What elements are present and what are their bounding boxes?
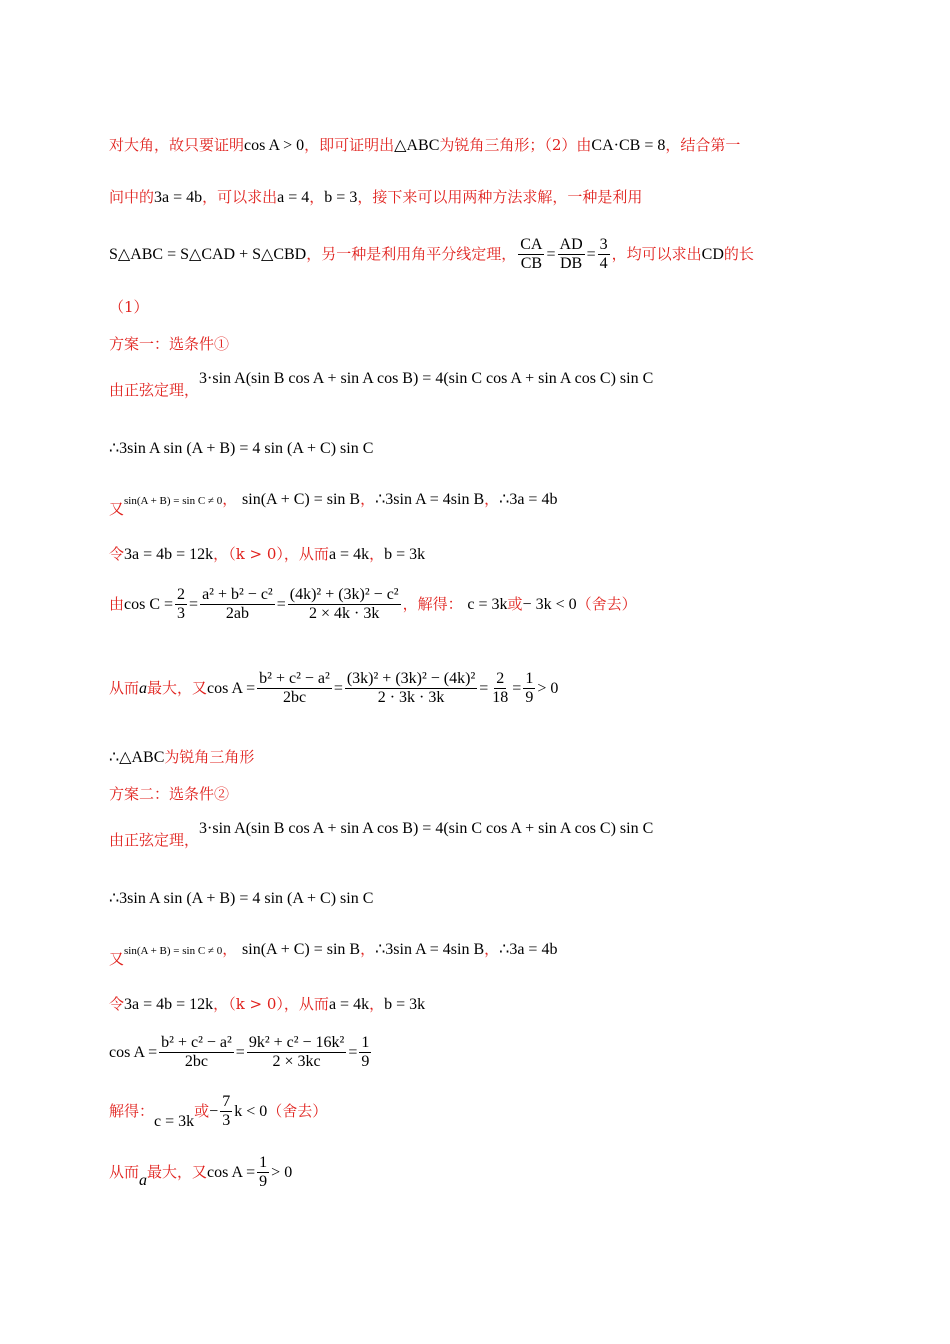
label-text: 令 (109, 545, 125, 563)
math-expr: CA·CB = 8 (591, 137, 666, 154)
label-text: （舍去） (267, 1101, 328, 1120)
fraction: $\frac{\text{9k² + c² − 16k²}}{2 \times 3kc}$ (248, 1034, 345, 1071)
intro-text: ，均可以求出 (611, 244, 702, 263)
intro-line-1 (109, 138, 740, 154)
label-text: （k > 0），从而 (228, 545, 329, 563)
label-text: 令 (109, 995, 125, 1013)
label-text: （舍去） (576, 594, 637, 613)
math-expr: cos A = (207, 679, 256, 697)
label-text: 由正弦定理， (109, 831, 200, 849)
math-expr: ∴3a = 4b (499, 491, 558, 508)
fraction: $\frac{AD}{DB}$ (559, 236, 583, 273)
math-expr: cos A > 0 (244, 137, 305, 154)
math-expr: 3·sin A(sin B cos A + sin A cos B) = 4(sin C cos A + sin A cos C) sin C (199, 370, 654, 387)
fraction: $\frac{1}{9}$ (259, 1154, 268, 1191)
plan2-eq3: 又sin(A + B) = sin C ≠ 0， sin(A + C) = sin B，∴3sin A = 4sin B，∴3a = 4b (109, 940, 558, 968)
plan1-cosa: 从而a最大，又cos A = $\frac{\text{b² + c² − a²}}{2bc}$ = $\frac{\text{(3k)² + (3k)² − (4k)²}}{2 \cdot 3k \cdot 3k}$ = $\frac{2}{18}$ = $\frac{1}{9}$ > 0 (109, 670, 559, 707)
label-text: 又 (109, 950, 125, 968)
math-expr: 3a = 4b = 12k (124, 996, 214, 1013)
plan2-solve: 解得：c = 3k或− $\frac{7}{3}$ k < 0（舍去） (109, 1093, 328, 1130)
fraction: $\frac{\text{b² + c² − a²}}{2bc}$ (161, 1034, 232, 1071)
intro-text: ，即可证明出 (304, 136, 395, 154)
math-expr: b = 3k (384, 996, 426, 1013)
fraction: $\frac{\text{(4k)² + (3k)² − c²}}{2 \times 4k \cdot 3k}$ (289, 586, 399, 623)
part-label: （1） (109, 298, 149, 316)
plan1-title: 方案一：选条件① (109, 335, 230, 353)
math-expr: k < 0 (234, 1102, 268, 1120)
label-text: 最大，又 (147, 1162, 208, 1181)
math-expr: sin(A + C) = sin B (242, 941, 361, 958)
label-text: （k > 0），从而 (228, 995, 329, 1013)
math-expr: b = 3k (384, 546, 426, 563)
math-expr: sin(A + B) = sin C ≠ 0 (124, 945, 223, 957)
plan2-eq2: ∴3sin A sin (A + B) = 4 sin (A + C) sin C (109, 890, 374, 907)
label-text: 又 (109, 500, 125, 518)
fraction: $\frac{CA}{CB}$ (520, 236, 543, 273)
math-expr: sin(A + C) = sin B (242, 491, 361, 508)
intro-text: ，可以求出 (202, 188, 278, 206)
label-text: 最大，又 (147, 678, 208, 697)
intro-text: 对大角，故只要证明 (109, 136, 245, 154)
math-expr: 3·sin A(sin B cos A + sin A cos B) = 4(sin C cos A + sin A cos C) sin C (199, 820, 654, 837)
intro-line-2 (109, 190, 642, 206)
label-text: 从而 (109, 1162, 140, 1181)
plan1-conclusion (109, 750, 254, 766)
math-expr: sin(A + B) = sin C ≠ 0 (124, 495, 223, 507)
plan1-sine-law (109, 370, 654, 399)
label-text: 由正弦定理， (109, 381, 200, 399)
fraction: $\frac{2}{3}$ (177, 586, 186, 623)
intro-text: ，另一种是利用角平分线定理， (306, 244, 517, 263)
math-expr: △ABC (394, 137, 440, 154)
label-text: ，解得： (402, 594, 463, 613)
math-expr: cos A = (109, 1043, 158, 1061)
fraction: $\frac{3}{4}$ (599, 236, 608, 273)
fraction: $\frac{\text{(3k)² + (3k)² − (4k)²}}{2 \cdot 3k \cdot 3k}$ (346, 670, 476, 707)
plan1-cosc: 由cos C = $\frac{2}{3}$ = $\frac{\text{a² + b² − c²}}{2ab}$ = $\frac{\text{(4k)² + (3k)² − c²}}{2 \times 4k \cdot 3k}$ ，解得： c = 3k或− 3k < 0（舍去） (109, 586, 637, 623)
math-expr: a = 4 (277, 189, 310, 206)
fraction: $\frac{\text{a² + b² − c²}}{2ab}$ (202, 586, 273, 623)
intro-text: ， (309, 188, 325, 206)
fraction: $\frac{7}{3}$ (222, 1093, 231, 1130)
math-expr: a (139, 1171, 148, 1189)
label-text: 从而 (109, 678, 140, 697)
math-expr: 3a = 4b (154, 189, 203, 206)
fraction: $\frac{1}{9}$ (525, 670, 534, 707)
math-expr: CD (701, 245, 724, 263)
math-expr: ∴3sin A = 4sin B (375, 491, 485, 508)
fraction: $\frac{\text{b² + c² − a²}}{2bc}$ (259, 670, 330, 707)
intro-text: 为锐角三角形；（2）由 (439, 136, 592, 154)
math-expr: S△ABC = S△CAD + S△CBD (109, 245, 307, 263)
fraction: $\frac{1}{9}$ (361, 1034, 370, 1071)
plan2-title: 方案二：选条件② (109, 785, 230, 803)
math-expr: 3a = 4b = 12k (124, 546, 214, 563)
plan1-eq4: 令3a = 4b = 12k，（k > 0），从而a = 4k，b = 3k (109, 545, 426, 563)
plan2-sine-law (109, 820, 654, 849)
fraction: $\frac{2}{18}$ (492, 670, 509, 707)
intro-text: 问中的 (109, 188, 155, 206)
math-expr: b = 3 (324, 189, 358, 206)
math-expr: a = 4k (328, 996, 370, 1013)
math-expr: − 3k < 0 (522, 595, 577, 613)
math-expr: ∴3a = 4b (499, 941, 558, 958)
math-expr: c = 3k (154, 1112, 195, 1130)
math-expr: a (139, 679, 148, 697)
label-text: 由 (109, 594, 125, 613)
plan2-eq4: 令3a = 4b = 12k，（k > 0），从而a = 4k，b = 3k (109, 995, 426, 1013)
math-expr: c = 3k (467, 595, 508, 613)
intro-line-3: S△ABC = S△CAD + S△CBD，另一种是利用角平分线定理， $\frac{CA}{CB}$ = $\frac{AD}{DB}$ = $\frac{3}{4}$ ，均可以求出CD的长 (109, 236, 754, 273)
plan1-eq3: 又sin(A + B) = sin C ≠ 0， sin(A + C) = sin B，∴3sin A = 4sin B，∴3a = 4b (109, 490, 558, 518)
plan2-final: 从而a最大，又cos A = $\frac{1}{9}$ > 0 (109, 1154, 293, 1191)
intro-text: ，接下来可以用两种方法求解，一种是利用 (357, 188, 643, 206)
intro-text: 的长 (723, 244, 754, 263)
label-text: 为锐角三角形 (164, 748, 255, 766)
math-expr: ∴△ABC (109, 749, 165, 766)
plan1-eq2: ∴3sin A sin (A + B) = 4 sin (A + C) sin C (109, 440, 374, 457)
label-text: 解得： (109, 1101, 155, 1120)
intro-text: ，结合第一 (665, 136, 741, 154)
math-expr: a = 4k (328, 546, 370, 563)
math-expr: cos A = (207, 1163, 256, 1181)
math-expr: ∴3sin A = 4sin B (375, 941, 485, 958)
plan2-cosa: cos A = $\frac{\text{b² + c² − a²}}{2bc}$ = $\frac{\text{9k² + c² − 16k²}}{2 \times 3kc}$ = $\frac{1}{9}$ (109, 1034, 370, 1071)
math-expr: cos C = (124, 595, 174, 613)
